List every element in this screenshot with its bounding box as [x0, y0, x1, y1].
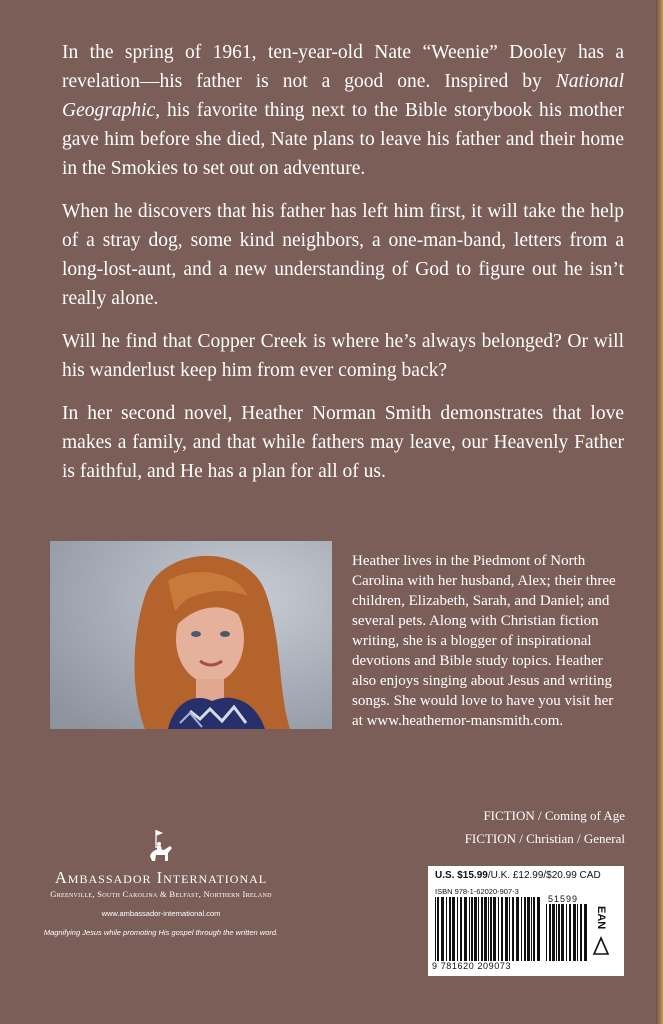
spine-edge [656, 0, 663, 1024]
barcode-bar [498, 897, 499, 961]
barcode-bar [569, 904, 571, 961]
barcode-box [428, 866, 624, 976]
barcode-bar [521, 897, 522, 961]
ean-barcode [435, 897, 541, 961]
barcode-bar [460, 897, 462, 961]
barcode-bar [437, 897, 439, 961]
publisher-tagline: Magnifying Jesus while promoting His gospel through the written word. [43, 928, 279, 937]
barcode-bar [471, 897, 473, 961]
horse-rider-icon [146, 828, 176, 866]
barcode-bar [449, 897, 451, 961]
ean-digits: 9 781620 209073 [432, 961, 512, 971]
barcode-bar [488, 897, 489, 961]
barcode-bar [561, 904, 564, 961]
barcode-bar [516, 897, 519, 961]
author-photo [50, 541, 332, 729]
barcode-bar [490, 897, 492, 961]
barcode-bar [573, 904, 576, 961]
category-line: FICTION / Coming of Age [483, 808, 625, 823]
barcode-bar [474, 897, 477, 961]
barcode-bar [577, 904, 578, 961]
barcode-bar [552, 904, 555, 961]
barcode-bar [441, 897, 444, 961]
barcode-bar [512, 897, 514, 961]
barcode-bar [493, 897, 496, 961]
barcode-bar [464, 897, 467, 961]
barcode-bar [457, 897, 458, 961]
barcode-bar [546, 904, 547, 961]
barcode-bar [509, 897, 510, 961]
category-line: FICTION / Christian / General [464, 831, 625, 846]
bisac-categories [465, 804, 625, 850]
barcode-bar [558, 904, 560, 961]
barcode-bar [533, 897, 535, 961]
blurb-paragraph-2: When he discovers that his father has left him first, it will take the help of a stray dog, some kind neighbors, a one-man-band, letters from a long-lost-aunt, and a new understanding of God to figure out he isn’t really alone. [62, 201, 624, 309]
publisher-name: Ambassador International [54, 868, 268, 887]
barcode-bar [481, 897, 483, 961]
barcode-bar [527, 897, 530, 961]
barcode-bar [580, 904, 582, 961]
price-label: U.S. $15.99/U.K. £12.99/$20.99 CAD [435, 870, 601, 881]
publisher-location: Greenville, South Carolina & Belfast, Northern Ireland [50, 889, 272, 899]
barcode-bar [566, 904, 567, 961]
blurb-paragraph-4: In her second novel, Heather Norman Smith demonstrates that love makes a family, and that while fathers may leave, our Heavenly Father is faithful, and He has a plan for all of us. [62, 403, 624, 482]
barcode-bar [537, 897, 540, 961]
barcode-bar [531, 897, 532, 961]
barcode-bar [501, 897, 503, 961]
barcode-bar [452, 897, 455, 961]
barcode-bar [435, 897, 436, 961]
barcode-bar [524, 897, 526, 961]
barcode-bar [556, 904, 557, 961]
barcode-bar [505, 897, 508, 961]
barcode-bar [446, 897, 447, 961]
ean-label: EAN [595, 906, 607, 930]
barcode-bar [584, 904, 587, 961]
blurb-paragraph-3: Will he find that Copper Creek is where he’s always belonged? Or will his wanderlust keep him from ever coming back? [62, 331, 624, 381]
addon-digits: 51599 [548, 894, 579, 904]
blurb-paragraph-1: In the spring of 1961, ten-year-old Nate “Weenie” Dooley has a revelation—his father is not a good one. Inspired by National Geographic, his favorite thing next to the Bible storybook his mother gave him before she died, Nate plans to leave his father and their home in the Smokies to set out on adventure. [62, 42, 624, 179]
barcode-bar [469, 897, 470, 961]
barcode-bar [478, 897, 479, 961]
isbn-label: ISBN 978-1-62020-907-3 [435, 887, 519, 896]
publisher-url: www.ambassador-international.com [101, 909, 221, 918]
back-cover-blurb [62, 38, 624, 500]
addon-barcode [546, 904, 588, 961]
publisher-block [30, 828, 292, 937]
barcode-bar [549, 904, 551, 961]
triangle-icon [592, 936, 610, 956]
barcode-bar [484, 897, 487, 961]
author-bio: Heather lives in the Piedmont of North Carolina with her husband, Alex; their three children, Elizabeth, Sarah, and Daniel; and several pets. Along with Christian fiction writing, she is a blogger of inspirational devotions and Bible study topics. Heather also enjoys singing about Jesus and writing songs. She would love to have you visit her at www.heathernor-mansmith.com. [352, 553, 616, 729]
